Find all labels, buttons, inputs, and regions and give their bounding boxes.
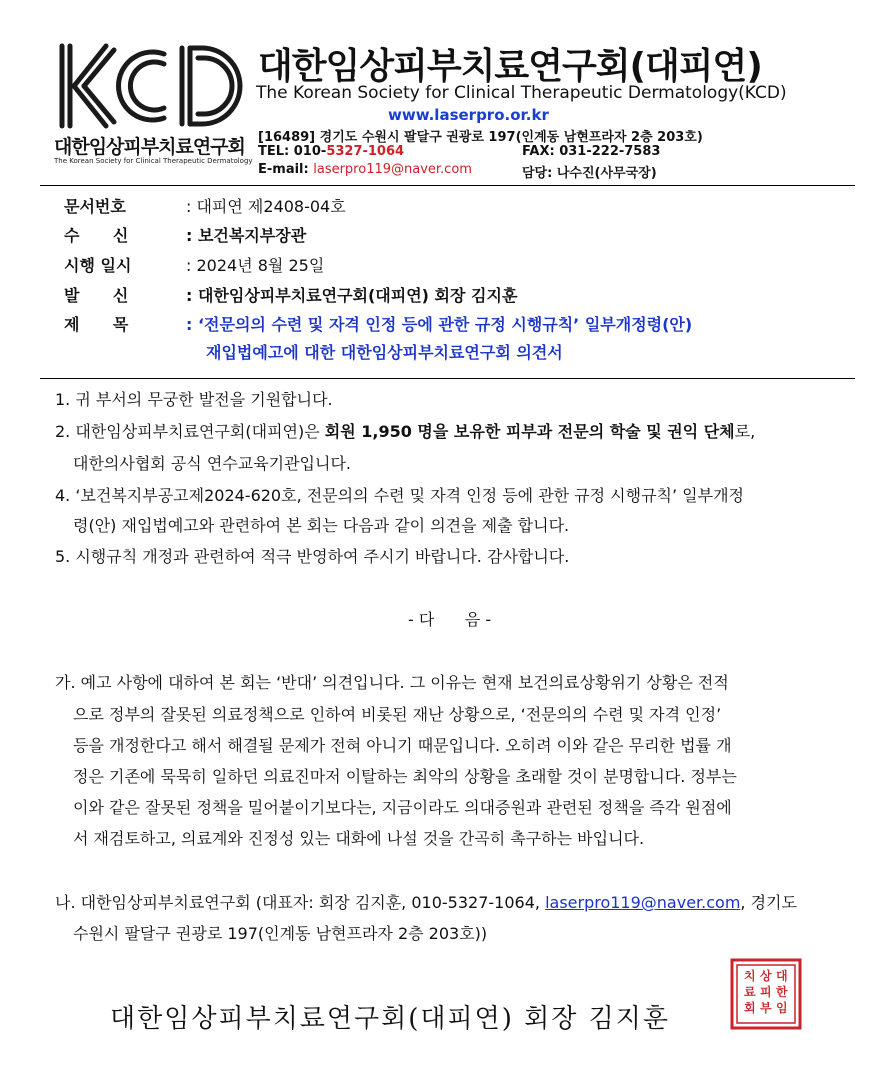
subject-line-1: : ‘전문의의 수련 및 자격 인정 등에 관한 규정 시행규칙’ 일부개정령(안) (186, 315, 693, 334)
letterhead-english-name: The Korean Society for Clinical Therapeutic Dermatology(KCD) (256, 83, 787, 103)
date-label: 시행 일시 (64, 256, 132, 275)
paragraph-4-line-1: 4. ‘보건복지부공고제2024-620호, 전문의의 수련 및 자격 인정 등에 관한 규정 시행규칙’ 일부개정 (55, 486, 745, 505)
tel-label: TEL: (258, 144, 294, 159)
section-heading-da-eum: - 다 음 - (408, 610, 492, 629)
subject-line-2: 재입법예고에 대한 대한임상피부치료연구회 의견서 (206, 343, 563, 362)
recipient-value: : 보건복지부장관 (186, 226, 307, 245)
letterhead-address: [16489] 경기도 수원시 팔달구 권광로 197(인계동 남현프라자 2층 203호) (258, 130, 703, 145)
svg-text:부: 부 (760, 1001, 772, 1015)
paragraph-2-start: 2. 대한임상피부치료연구회(대피연)은 (55, 422, 325, 441)
item-ga-line-6: 서 재검토하고, 의료계와 진정성 있는 대화에 나설 것을 간곡히 촉구하는 바입니다. (73, 829, 645, 848)
letterhead-contact: 담당: 나수진(사무국장) (522, 166, 657, 181)
svg-text:임: 임 (776, 1001, 788, 1015)
item-na-line-1 (55, 887, 797, 919)
paragraph-2-line-2: 대한의사협회 공식 연수교육기관입니다. (73, 454, 352, 473)
kcd-logo-mark (54, 40, 246, 132)
item-na-end: , 경기도 (740, 893, 797, 912)
letterhead-website[interactable]: www.laserpro.or.kr (388, 106, 549, 124)
logo-org-name: 대한임상피부치료연구회 (54, 136, 245, 158)
paragraph-5: 5. 시행규칙 개정과 관련하여 적극 반영하여 주시기 바랍니다. 감사합니다. (55, 547, 570, 566)
paragraph-2-bold: 회원 1,950 명을 보유한 피부과 전문의 학술 및 권익 단체 (324, 422, 735, 441)
paragraph-2-end: 로, (734, 422, 756, 441)
sender-value: : 대한임상피부치료연구회(대피연) 회장 김지훈 (186, 286, 518, 305)
doc-no-label: 문서번호 (64, 197, 126, 216)
letterhead-tel (258, 144, 404, 159)
svg-text:료: 료 (744, 985, 756, 999)
svg-text:한: 한 (776, 985, 788, 999)
item-na-start: 나. 대한임상피부치료연구회 (대표자: 회장 김지훈, 010-5327-1064, (55, 893, 546, 912)
svg-text:상: 상 (760, 969, 772, 983)
svg-text:대: 대 (776, 969, 788, 983)
paragraph-4-line-2: 령(안) 재입법예고와 관련하여 본 회는 다음과 같이 의견을 제출 합니다. (73, 516, 570, 535)
item-ga-line-4: 정은 기존에 묵묵히 일하던 의료진마저 이탈하는 최악의 상황을 초래할 것이 분명합니다. 정부는 (73, 767, 737, 786)
subject-label: 제 목 (64, 315, 129, 334)
divider-header (40, 378, 855, 379)
recipient-label: 수 신 (64, 226, 129, 245)
date-value: : 2024년 8월 25일 (186, 256, 325, 275)
item-na-line-2: 수원시 팔달구 권광로 197(인계동 남현프라자 2층 203호)) (73, 924, 488, 943)
doc-no-value: : 대피연 제2408-04호 (186, 197, 346, 216)
logo-org-subtitle: The Korean Society for Clinical Therapeutic Dermatology (54, 157, 253, 165)
item-ga-line-2: 으로 정부의 잘못된 의료정책으로 인하여 비롯된 재난 상황으로, ‘전문의의 수련 및 자격 인정’ (73, 705, 722, 724)
letterhead-title: 대한임상피부치료연구회(대피연) (258, 46, 762, 87)
svg-text:회: 회 (744, 1001, 756, 1015)
tel-number: 5327-1064 (326, 144, 405, 159)
item-ga-line-3: 등을 개정한다고 해서 해결될 문제가 전혀 아니기 때문입니다. 오히려 이와 같은 무리한 법률 개 (73, 736, 732, 755)
svg-text:피: 피 (760, 985, 772, 999)
item-ga-line-1: 가. 예고 사항에 대하여 본 회는 ‘반대’ 의견입니다. 그 이유는 현재 보건의료상황위기 상황은 전적 (55, 673, 729, 692)
letterhead-fax: FAX: 031-222-7583 (522, 144, 661, 159)
official-seal (730, 958, 802, 1030)
sender-label: 발 신 (64, 286, 129, 305)
signature-text: 대한임상피부치료연구회(대피연) 회장 김지훈 (110, 1004, 671, 1034)
letterhead-email (258, 162, 472, 177)
svg-text:치: 치 (744, 969, 756, 983)
seal-stamp-icon (730, 958, 802, 1030)
item-ga-line-5: 이와 같은 잘못된 정책을 밀어붙이기보다는, 지금이라도 의대증원과 관련된 정책을 즉각 원점에 (73, 798, 732, 817)
tel-prefix: 010- (293, 144, 327, 159)
email-label: E-mail: (258, 162, 314, 177)
paragraph-1: 1. 귀 부서의 무궁한 발전을 기원합니다. (55, 390, 333, 409)
divider-top (40, 185, 855, 186)
paragraph-2 (55, 416, 755, 448)
item-na-email-link[interactable]: laserpro119@naver.com (545, 893, 741, 912)
email-address[interactable]: laserpro119@naver.com (313, 162, 472, 177)
